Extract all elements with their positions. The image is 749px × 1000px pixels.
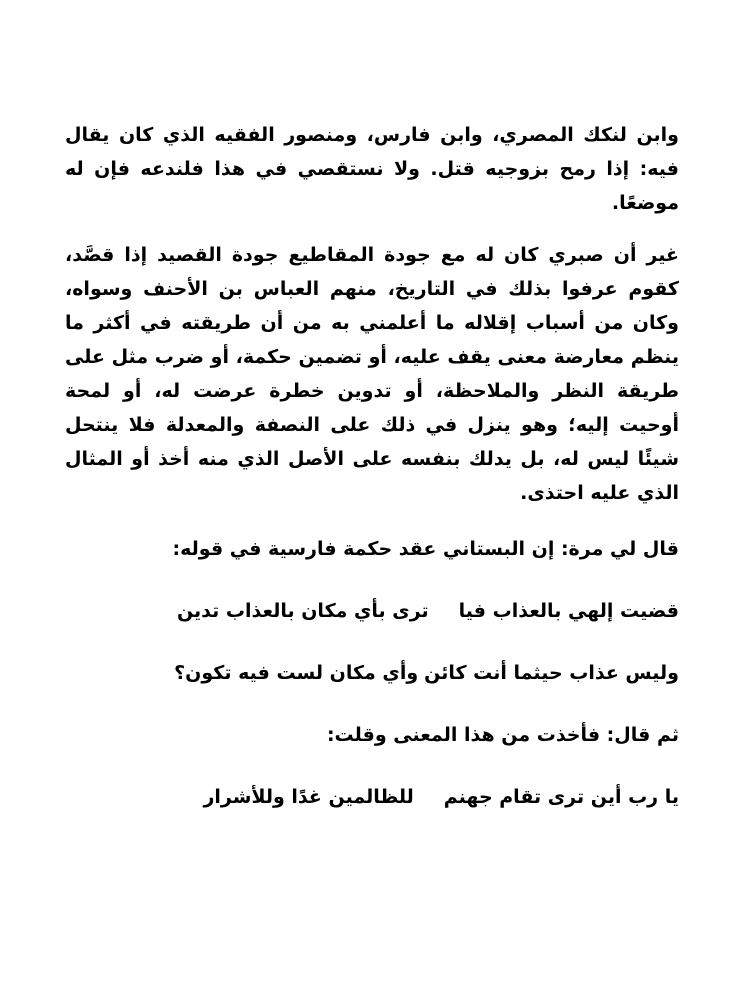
paragraph-main: غير أن صبري كان له مع جودة المقاطيع جودة القصيد إذا قصَّد، كقوم عرفوا بذلك في التاريخ، منهم العباس بن الأحنف وسواه، وكان من أسباب إقلاله ما أعلمني به من أن طريقته في أكثر ما ينظم معارضة معنى يقف عليه، أو تضمين حكمة، أو ضرب مثل على طريقة النظر والملاحظة، أو تدوين خطرة عرضت له، أو لمحة أوحيت إليه؛ وهو ينزل في ذلك على النصفة والمعدلة فلا ينتحل شيئًا ليس له، بل يدلك بنفسه على الأصل الذي منه أخذ أو المثال الذي عليه احتذى. (65, 244, 679, 504)
verse-3-first-hemistich: يا رب أين ترى تقام جهنم (443, 786, 679, 808)
document-page (65, 118, 679, 842)
intro-line: قال لي مرة: إن البستاني عقد حكمة فارسية في قوله: (172, 538, 679, 560)
verse-1 (65, 594, 679, 628)
verse-2-second-hemistich: وأي مكان لست فيه تكون؟ (174, 662, 419, 684)
verse-2-first-hemistich: وليس عذاب حيثما أنت كائن (424, 662, 679, 684)
verse-3 (65, 780, 679, 814)
transition-line: ثم قال: فأخذت من هذا المعنى وقلت: (326, 724, 679, 746)
verse-2 (65, 656, 679, 690)
verse-3-second-hemistich: للظالمين غدًا وللأشرار (203, 786, 414, 808)
verse-1-first-hemistich: قضيت إلهي بالعذاب فيا (458, 600, 679, 622)
paragraph-intro: وابن لنكك المصري، وابن فارس، ومنصور الفقيه الذي كان يقال فيه: إذا رمح بزوجيه قتل. ولا نستقصي في هذا فلندعه فإن له موضعًا. (65, 124, 679, 214)
verse-1-second-hemistich: ترى بأي مكان بالعذاب تدين (176, 600, 429, 622)
